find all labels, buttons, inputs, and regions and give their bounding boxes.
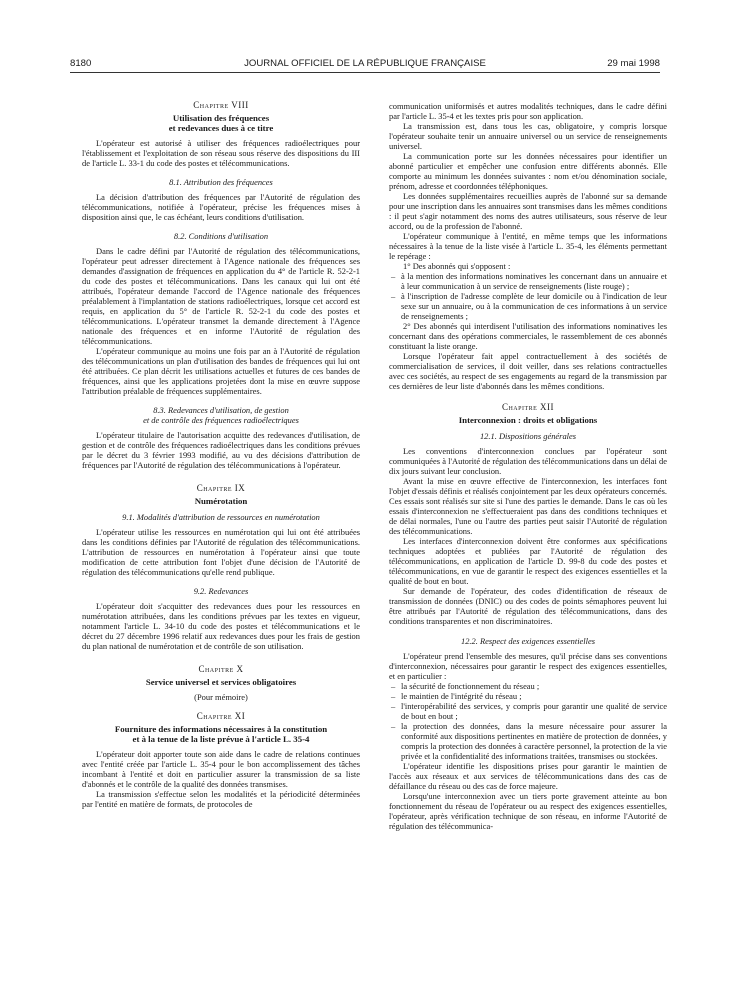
paragraph: La décision d'attribution des fréquences par l'Autorité de régulation des télécommunications, notifiée à l'opérateur, précise les fréquences mises à disposition ainsi que, le cas échéant, leurs conditions d'utilisation. bbox=[82, 192, 360, 222]
chapter-title: Utilisation des fréquences bbox=[172, 113, 270, 123]
paragraph: L'opérateur doit s'acquitter des redevances dues pour les ressources en numérotation attribuées, dans les conditions prévues par les textes en vigueur, notamment l'article L. 34-10 du code des postes et télécommunications et le décret du 27 décembre 1996 relatif aux redevances dues pour les frais de gestion du plan national de numérotation et de contrôle de son utilisation. bbox=[82, 601, 360, 651]
section-title: 8.2. Conditions d'utilisation bbox=[173, 231, 269, 241]
chapter-title: Service universel et services obligatoires bbox=[145, 677, 297, 687]
chapter-note: (Pour mémoire) bbox=[194, 692, 248, 702]
paragraph: La transmission est, dans tous les cas, obligatoire, y compris lorsque l'opérateur souhaite tenir un annuaire universel ou un service de renseignements universel. bbox=[389, 121, 667, 151]
paragraph: Lorsqu'une interconnexion avec un tiers porte gravement atteinte au bon fonctionnement du réseau de l'opérateur ou au respect des exigences essentielles, l'opérateur, après vérification technique de son réseau, en informe l'Autorité de régulation des télécommunica- bbox=[389, 791, 667, 831]
left-column bbox=[82, 100, 360, 809]
header-rule bbox=[70, 72, 660, 73]
list-item: – à la mention des informations nominatives les concernant dans un annuaire et à leur communication à un service de renseignements (liste rouge) ; bbox=[389, 271, 667, 291]
chapter-title: et à la tenue de la liste prévue à l'article L. 35-4 bbox=[132, 734, 310, 744]
section-title: 8.1. Attribution des fréquences bbox=[169, 177, 273, 187]
list-item: – le maintien de l'intégrité du réseau ; bbox=[389, 691, 667, 701]
issue-date: 29 mai 1998 bbox=[607, 58, 660, 69]
section-title: et de contrôle des fréquences radioélectriques bbox=[143, 415, 299, 425]
paragraph: La communication porte sur les données nécessaires pour identifier un abonné particulier et empêcher une confusion entre différents abonnés. Elle comporte au minimum les données suivantes : nom et/ou dénomination sociale, prénom, adresse et coordonnées téléphoniques. bbox=[389, 151, 667, 191]
paragraph: L'opérateur communique à l'entité, en même temps que les informations nécessaires à la tenue de la liste visée à l'article L. 35-4, les éléments permettant le repérage : bbox=[389, 231, 667, 261]
chapter-title: et redevances dues à ce titre bbox=[168, 123, 274, 133]
paragraph: La transmission s'effectue selon les modalités et la périodicité déterminées par l'entité en matière de formats, de protocoles de bbox=[82, 789, 360, 809]
chapter-label: Chapitre XII bbox=[501, 402, 555, 412]
paragraph: Sur demande de l'opérateur, des codes d'identification de réseaux de transmission de données (DNIC) ou des codes de points sémaphores peuvent lui être attribués par l'Autorité de régulation des télécommunications, dans des conditions transparentes et non discriminatoires. bbox=[389, 586, 667, 626]
chapter-label: Chapitre X bbox=[198, 664, 244, 674]
section-title: 12.2. Respect des exigences essentielles bbox=[460, 636, 595, 646]
chapter-label: Chapitre IX bbox=[196, 483, 246, 493]
section-title: 8.3. Redevances d'utilisation, de gestion bbox=[153, 405, 289, 415]
list-item: – la sécurité de fonctionnement du réseau ; bbox=[389, 681, 667, 691]
paragraph: Dans le cadre défini par l'Autorité de régulation des télécommunications, l'opérateur peut adresser directement à l'Agence nationale des fréquences ses demandes d'assignation de fréquences en application du 4° de l'article R. 52-2-1 du code des postes et télécommunications. Dans les canaux qui lui ont été attribués, l'opérateur demande l'accord de l'Agence nationale des fréquences préalablement à l'implantation de stations radioélectriques, lorsque cet accord est requis, en application du 5° de l'article R. 52-2-1 du code des postes et télécommunications. L'opérateur transmet la demande directement à l'Agence nationale des fréquences et en informe l'Autorité de régulation des télécommunications. bbox=[82, 246, 360, 346]
section-title: 9.2. Redevances bbox=[193, 586, 249, 596]
section-title: 9.1. Modalités d'attribution de ressources en numérotation bbox=[122, 512, 320, 522]
paragraph: 2° Des abonnés qui interdisent l'utilisation des informations nominatives les concernant dans des opérations commerciales, le rassemblement de ces abonnés constituant la liste orange. bbox=[389, 321, 667, 351]
paragraph: L'opérateur identifie les dispositions prises pour garantir le maintien de l'accès aux réseaux et aux services de télécommunications dans des cas de défaillance du réseau ou des cas de force majeure. bbox=[389, 761, 667, 791]
journal-title: JOURNAL OFFICIEL DE LA RÉPUBLIQUE FRANÇAISE bbox=[244, 58, 486, 69]
section-title: 12.1. Dispositions générales bbox=[479, 431, 577, 441]
chapter-label: Chapitre VIII bbox=[193, 100, 249, 110]
paragraph: Les interfaces d'interconnexion doivent être conformes aux spécifications techniques adoptées et publiées par l'Autorité de régulation des télécommunications, en application de l'article D. 99-8 du code des postes et télécommunications, en vue de garantir le respect des exigences essentielles et la qualité de bout en bout. bbox=[389, 536, 667, 586]
list-item: – à l'inscription de l'adresse complète de leur domicile ou à l'indication de leur sexe sur un annuaire, ou à la communication de ces informations à un service de renseignements ; bbox=[389, 291, 667, 321]
paragraph: L'opérateur utilise les ressources en numérotation qui lui ont été attribuées dans les conditions définies par l'Autorité de régulation des télécommunications. L'attribution de ressources en numérotation à l'opérateur ainsi que toute modification de cette attribution font l'objet d'une décision de l'Autorité de régulation des télécommunications qu'elle rend publique. bbox=[82, 527, 360, 577]
chapter-title: Numérotation bbox=[194, 496, 248, 506]
paragraph: L'opérateur est autorisé à utiliser des fréquences radioélectriques pour l'établissement et l'exploitation de son réseau sous réserve des dispositions du III de l'article L. 33-1 du code des postes et télécommunications. bbox=[82, 138, 360, 168]
paragraph: Les données supplémentaires recueillies auprès de l'abonné sur sa demande pour une inscription dans les annuaires sont transmises dans les mêmes conditions : il peut s'agir notamment des noms des autres utilisateurs, sous réserve de leur accord, ou de la profession de l'abonné. bbox=[389, 191, 667, 231]
paragraph: L'opérateur prend l'ensemble des mesures, qu'il précise dans ses conventions d'interconnexion, nécessaires pour garantir le respect des exigences essentielles, et en particulier : bbox=[389, 651, 667, 681]
paragraph: Les conventions d'interconnexion conclues par l'opérateur sont communiquées à l'Autorité de régulation des télécommunications dans un délai de dix jours suivant leur conclusion. bbox=[389, 446, 667, 476]
paragraph: L'opérateur titulaire de l'autorisation acquitte des redevances d'utilisation, de gestion et de contrôle des fréquences radioélectriques dans les conditions prévues par le décret du 3 février 1993 modifié, au vu des décisions d'attribution de fréquences par l'Autorité de régulation des télécommunications à l'opérateur. bbox=[82, 430, 360, 470]
paragraph: Avant la mise en œuvre effective de l'interconnexion, les interfaces font l'objet d'essais définis et réalisés conjointement par les deux opérateurs concernés. Ces essais sont réalisés sur site si l'une des parties le demande. Dans le cas où les essais d'interconnexion ne s'effectueraient pas dans des conditions techniques et de délai normales, l'une ou l'autre des parties peut saisir l'Autorité de régulation des télécommunications. bbox=[389, 476, 667, 536]
running-header bbox=[70, 58, 660, 72]
paragraph: communication uniformisés et autres modalités techniques, dans le cadre défini par l'article L. 35-4 et les textes pris pour son application. bbox=[389, 101, 667, 121]
chapter-label: Chapitre XI bbox=[196, 711, 246, 721]
paragraph: 1° Des abonnés qui s'opposent : bbox=[403, 261, 511, 271]
paragraph: L'opérateur communique au moins une fois par an à l'Autorité de régulation des télécommunications un plan d'utilisation des bandes de fréquences qui lui ont été attribuées. Ce plan décrit les utilisations actuelles et futures de ces bandes de fréquences, ainsi que les applications projetées dont la mise en œuvre suppose l'attribution préalable de fréquences supplémentaires. bbox=[82, 346, 360, 396]
right-column bbox=[389, 101, 667, 831]
paragraph: L'opérateur doit apporter toute son aide dans le cadre de relations continues avec l'entité créée par l'article L. 35-4 pour le bon accomplissement des tâches incombant à l'entité et doit en particulier assurer la transmission de sa liste d'abonnés et le contrôle de la qualité des données transmises. bbox=[82, 749, 360, 789]
list-item: – la protection des données, dans la mesure nécessaire pour assurer la conformité aux dispositions pertinentes en matière de protection de données, y compris la protection des données à caractère personnel, la protection de la vie privée et la confidentialité des informations traitées, transmises ou stockées. bbox=[389, 721, 667, 761]
page-number: 8180 bbox=[70, 58, 92, 69]
chapter-title: Interconnexion : droits et obligations bbox=[458, 415, 598, 425]
list-item: – l'interopérabilité des services, y compris pour garantir une qualité de service de bout en bout ; bbox=[389, 701, 667, 721]
chapter-title: Fourniture des informations nécessaires à la constitution bbox=[114, 724, 328, 734]
paragraph: Lorsque l'opérateur fait appel contractuellement à des sociétés de commercialisation de services, il doit veiller, dans ses relations contractuelles avec ces sociétés, au respect de ses engagements au regard de la transmission par ces dernières de leur liste d'abonnés dans les mêmes conditions. bbox=[389, 351, 667, 391]
